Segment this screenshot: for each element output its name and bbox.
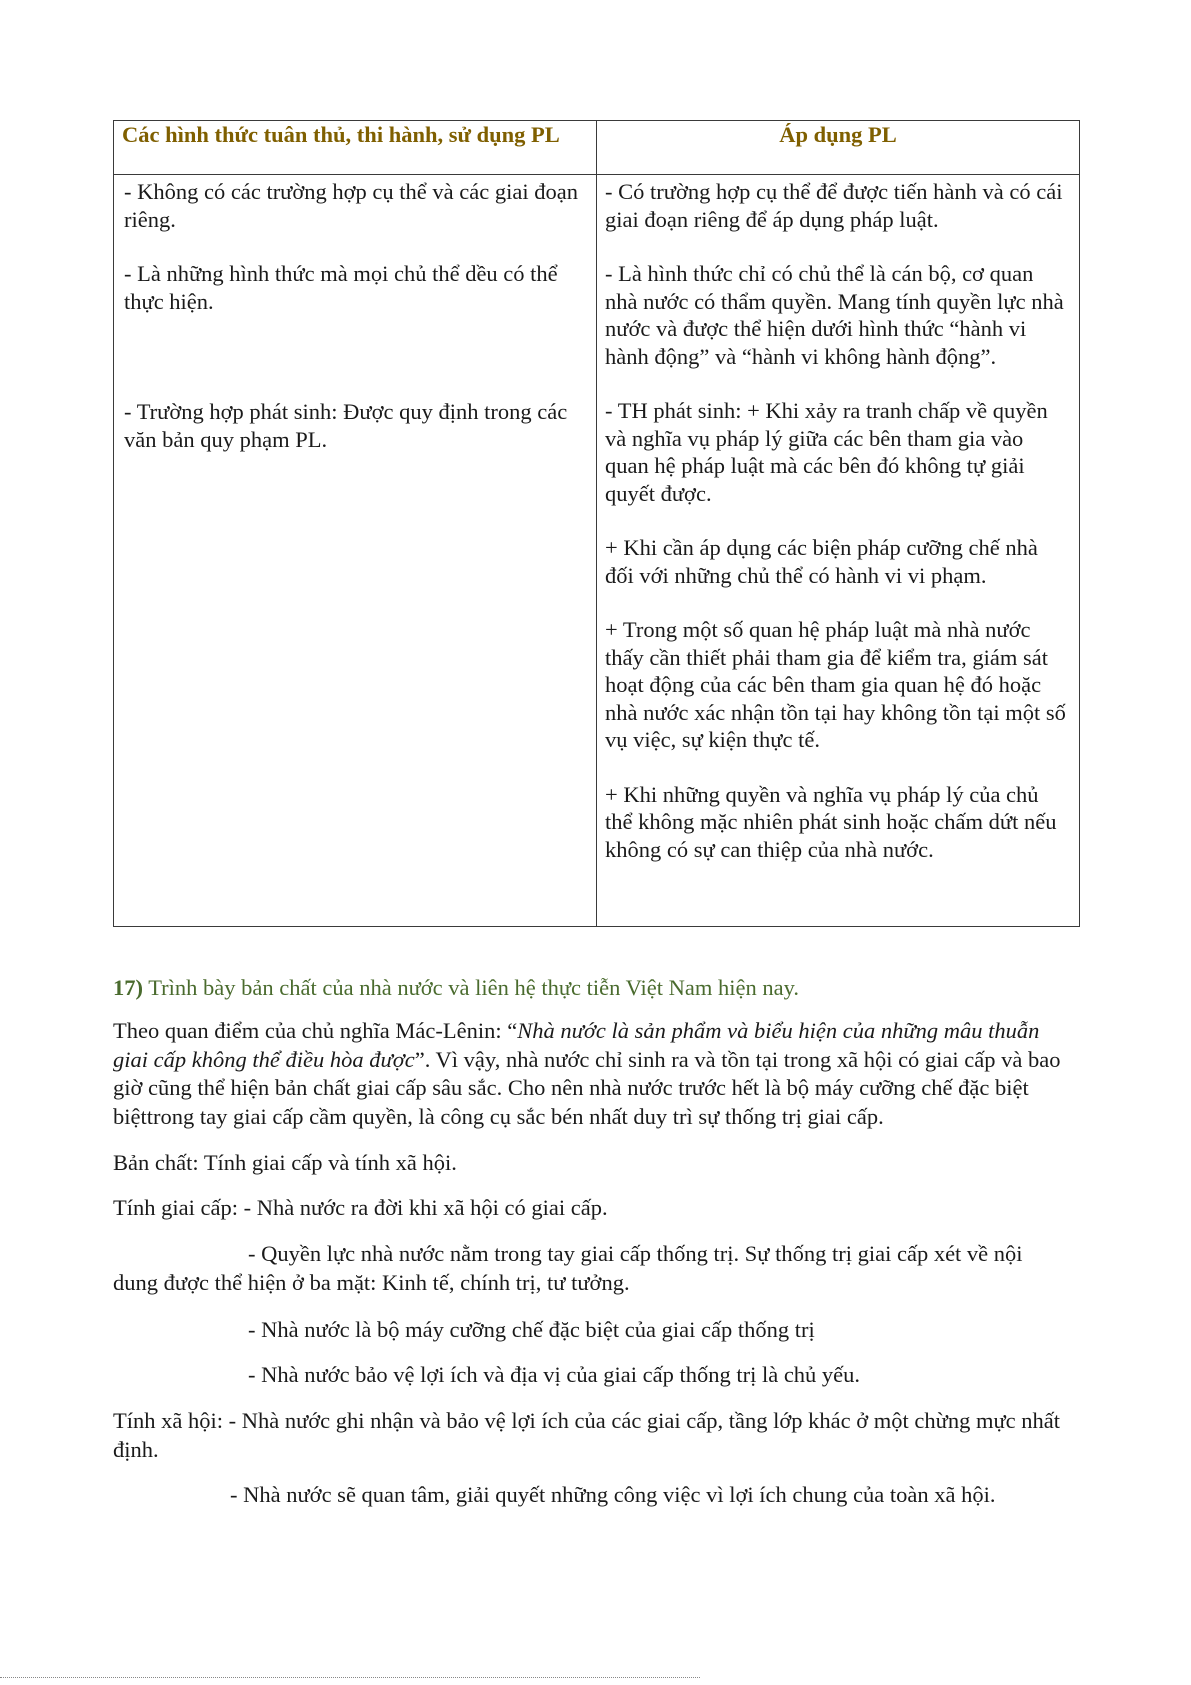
question-number: 17) [113, 975, 143, 1000]
class-text-3: - Nhà nước là bộ máy cưỡng chế đặc biệt của giai cấp thống trị [248, 1317, 815, 1342]
header-right: Áp dụng PL [597, 121, 1080, 175]
social-line-1 [113, 1407, 1073, 1464]
intro-tail: ”. Vì vậy, nhà nước chỉ sinh ra và tồn tại trong xã hội có giai cấp và bao giờ cũng thể hiện bản chất giai cấp sâu sắc. Cho nên nhà nước trước hết là bộ máy cưỡng chế đặc biệt biệttrong tay giai cấp cầm quyền, là công cụ sắc bén nhất duy trì sự thống trị giai cấp. [113, 1046, 1061, 1129]
class-text-2: - Quyền lực nhà nước nằm trong tay giai cấp thống trị. Sự thống trị giai cấp xét về nội dung được thể hiện ở ba mặt: Kinh tế, chính trị, tư tưởng. [113, 1241, 1023, 1295]
essence-text: Bản chất: Tính giai cấp và tính xã hội. [113, 1150, 457, 1175]
right-item: + Khi cần áp dụng các biện pháp cưỡng chế nhà đối với những chủ thể có hành vi vi phạm. [605, 535, 1038, 588]
table-header-row [114, 121, 1080, 175]
question-heading [113, 974, 799, 1002]
left-item: - Không có các trường hợp cụ thể và các giai đoạn riêng. [124, 179, 578, 232]
left-item: - Là những hình thức mà mọi chủ thể dều có thể thực hiện. [124, 261, 558, 314]
left-item: - Trường hợp phát sinh: Được quy định trong các văn bản quy phạm PL. [124, 399, 568, 452]
right-item: - Có trường hợp cụ thể để được tiến hành và có cái giai đoạn riêng để áp dụng pháp luật. [605, 179, 1063, 232]
table-row [114, 175, 1080, 927]
right-cell [597, 175, 1080, 927]
essence-line [113, 1149, 1073, 1178]
class-line-2 [113, 1240, 1073, 1297]
intro-lead: Theo quan điểm của chủ nghĩa Mác-Lênin: “ [113, 1018, 518, 1043]
header-left: Các hình thức tuân thủ, thi hành, sử dụng PL [114, 121, 597, 175]
social-line-2 [230, 1481, 1080, 1510]
left-cell [114, 175, 597, 927]
right-item: - TH phát sinh: + Khi xảy ra tranh chấp về quyền và nghĩa vụ pháp lý giữa các bên tham gia vào quan hệ pháp luật mà các bên đó không tự giải quyết được. [605, 398, 1048, 506]
right-item: - Là hình thức chỉ có chủ thể là cán bộ, cơ quan nhà nước có thẩm quyền. Mang tính quyền lực nhà nước và được thể hiện dưới hình thức “hành vi hành động” và “hành vi không hành động”. [605, 261, 1064, 369]
class-line-4 [248, 1361, 1078, 1390]
intro-paragraph [113, 1017, 1073, 1131]
comparison-table [113, 120, 1080, 927]
class-line-1 [113, 1194, 1073, 1223]
question-text: Trình bày bản chất của nhà nước và liên hệ thực tiễn Việt Nam hiện nay. [143, 975, 800, 1000]
intro-quote: Nhà nước là sản phẩm và biểu hiện của những mâu thuẫn giai cấp không thể điều hòa được [113, 1018, 1040, 1072]
class-text-1: Tính giai cấp: - Nhà nước ra đời khi xã hội có giai cấp. [113, 1195, 608, 1220]
social-text-2: - Nhà nước sẽ quan tâm, giải quyết những công việc vì lợi ích chung của toàn xã hội. [230, 1482, 996, 1507]
class-line-3 [248, 1316, 1078, 1345]
class-text-4: - Nhà nước bảo vệ lợi ích và địa vị của giai cấp thống trị là chủ yếu. [248, 1362, 861, 1387]
footer-divider [0, 1677, 700, 1679]
right-item: + Khi những quyền và nghĩa vụ pháp lý của chủ thể không mặc nhiên phát sinh hoặc chấm dứt nếu không có sự can thiệp của nhà nước. [605, 781, 1057, 862]
social-text-1: Tính xã hội: - Nhà nước ghi nhận và bảo vệ lợi ích của các giai cấp, tầng lớp khác ở một chừng mực nhất định. [113, 1408, 1061, 1462]
right-item: + Trong một số quan hệ pháp luật mà nhà nước thấy cần thiết phải tham gia để kiểm tra, giám sát hoạt động của các bên tham gia quan hệ đó hoặc nhà nước xác nhận tồn tại hay không tồn tại một số vụ việc, sự kiện thực tế. [605, 617, 1066, 752]
